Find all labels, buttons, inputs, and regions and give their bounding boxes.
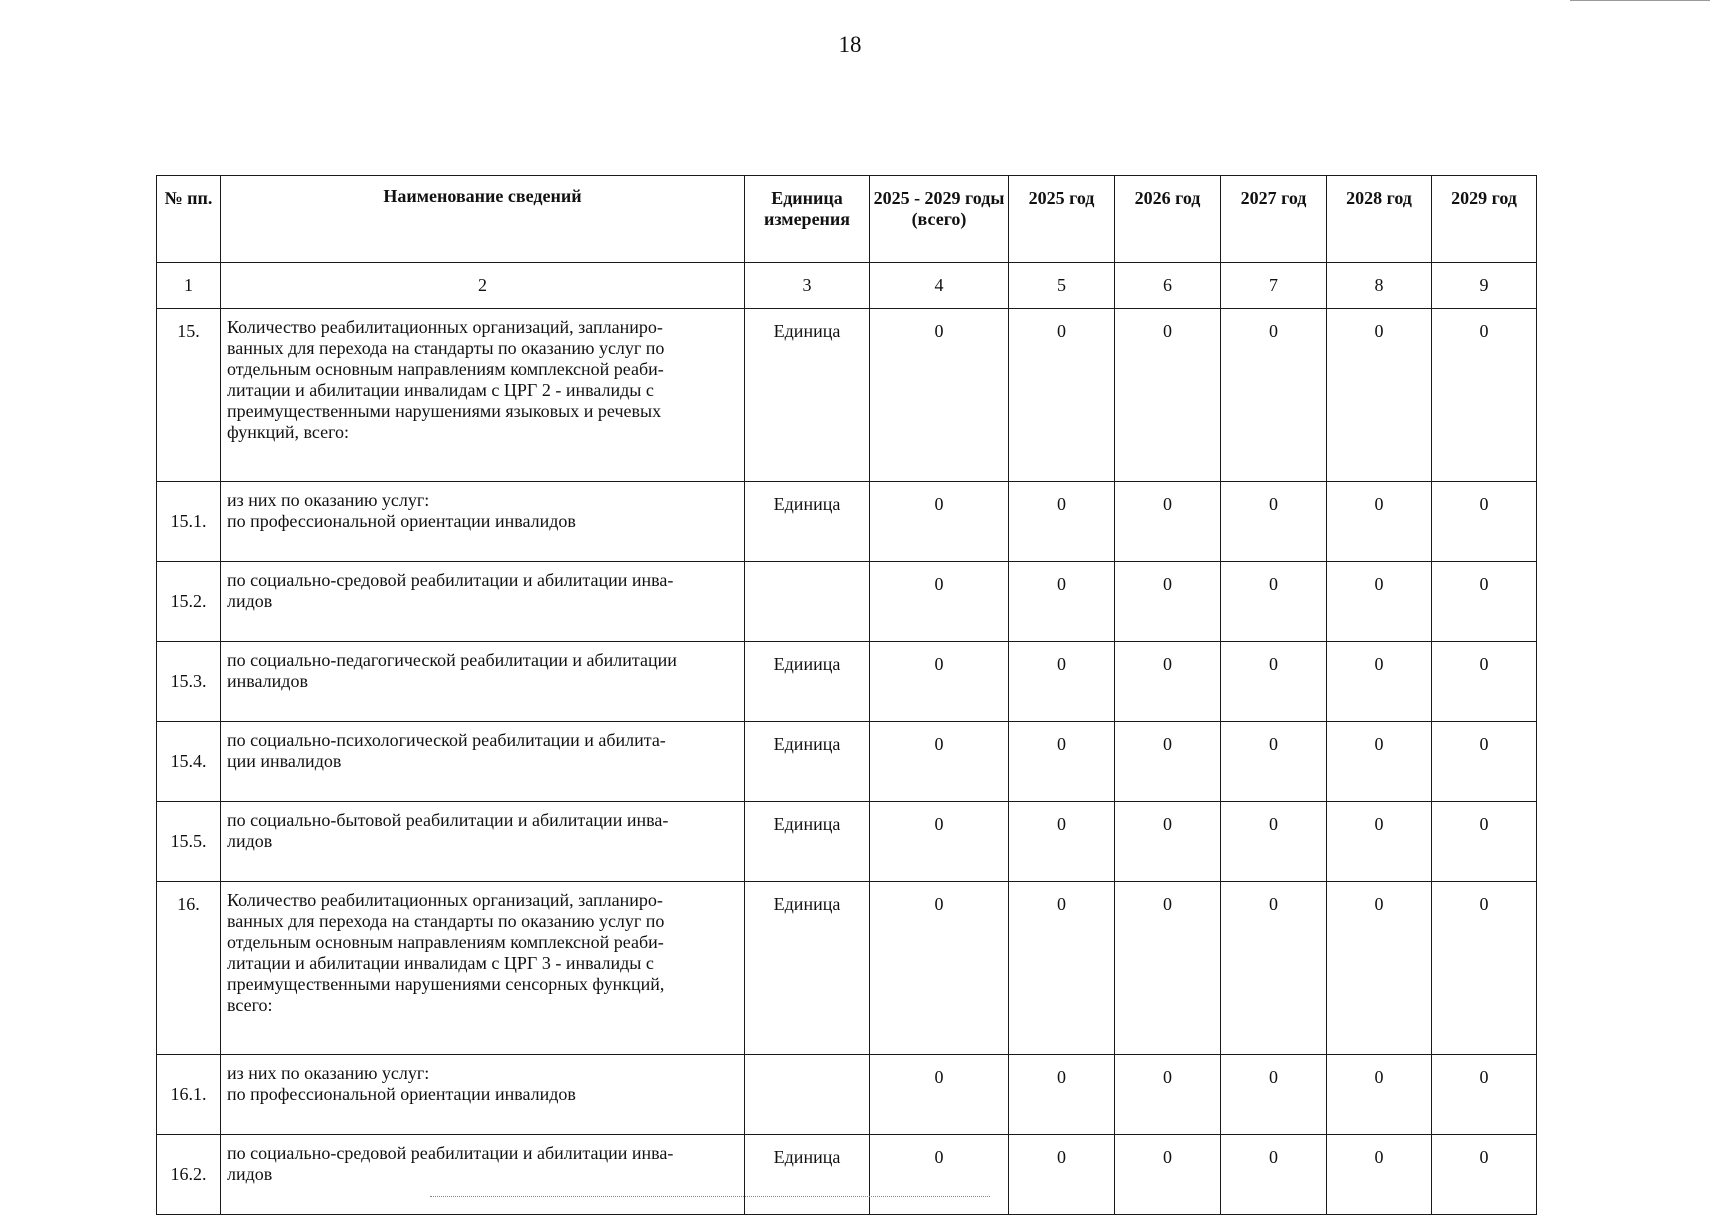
row-name [221, 722, 745, 802]
table-row [157, 882, 1537, 1055]
row-value: 0 [870, 309, 1009, 482]
row-name-line: по профессиональной ориентации инвалидов [227, 511, 576, 531]
row-value: 0 [1432, 802, 1537, 882]
row-name-line: литации и абилитации инвалидам с ЦРГ 3 - инвалиды с [227, 953, 654, 973]
row-value: 0 [1009, 642, 1115, 722]
row-value: 0 [1327, 1055, 1432, 1135]
row-unit: Единица [745, 722, 870, 802]
row-value: 0 [1009, 802, 1115, 882]
column-number: 2 [221, 263, 745, 309]
row-value: 0 [1115, 802, 1221, 882]
table-row [157, 482, 1537, 562]
row-name-line: по социально-средовой реабилитации и абилитации инва- [227, 570, 674, 590]
row-name-line: отдельным основным направлениям комплексной реаби- [227, 932, 664, 952]
row-name [221, 1055, 745, 1135]
row-value: 0 [1221, 1055, 1327, 1135]
row-value: 0 [1115, 1055, 1221, 1135]
header-2029: 2029 год [1432, 176, 1537, 263]
column-number-row [157, 263, 1537, 309]
row-unit: Единица [745, 482, 870, 562]
row-value: 0 [1327, 882, 1432, 1055]
header-unit: Единица измерения [745, 176, 870, 263]
page-number: 18 [838, 32, 862, 57]
header-2026: 2026 год [1115, 176, 1221, 263]
header-2028: 2028 год [1327, 176, 1432, 263]
row-name-line: литации и абилитации инвалидам с ЦРГ 2 - инвалиды с [227, 380, 654, 400]
row-value: 0 [1432, 722, 1537, 802]
row-name [221, 802, 745, 882]
row-name-line: ванных для перехода на стандарты по оказанию услуг по [227, 338, 665, 358]
row-number: 15.1. [157, 482, 221, 562]
row-value: 0 [1327, 642, 1432, 722]
row-name [221, 562, 745, 642]
row-value: 0 [870, 722, 1009, 802]
row-name-line: преимущественными нарушениями языковых и речевых [227, 401, 662, 421]
header-row [157, 176, 1537, 263]
row-name [221, 482, 745, 562]
table-row [157, 1055, 1537, 1135]
column-number: 3 [745, 263, 870, 309]
row-name-line: по социально-педагогической реабилитации и абилитации [227, 650, 677, 670]
row-number: 16.2. [157, 1135, 221, 1215]
row-value: 0 [1432, 482, 1537, 562]
row-unit: Единица [745, 309, 870, 482]
header-2027: 2027 год [1221, 176, 1327, 263]
row-name-line: Количество реабилитационных организаций, запланиро- [227, 890, 663, 910]
row-name-line: по социально-психологической реабилитации и абилита- [227, 730, 666, 750]
column-number: 9 [1432, 263, 1537, 309]
row-value: 0 [1221, 802, 1327, 882]
row-name-line: Количество реабилитационных организаций, запланиро- [227, 317, 663, 337]
row-value: 0 [1221, 642, 1327, 722]
row-name [221, 1135, 745, 1215]
row-value: 0 [1327, 722, 1432, 802]
row-value: 0 [1432, 642, 1537, 722]
table-row [157, 802, 1537, 882]
row-name-line: лидов [227, 831, 273, 851]
row-number: 15.4. [157, 722, 221, 802]
column-number: 7 [1221, 263, 1327, 309]
row-value: 0 [1432, 1135, 1537, 1215]
row-value: 0 [1009, 882, 1115, 1055]
row-value: 0 [1432, 562, 1537, 642]
header-total: 2025 - 2029 годы (всего) [870, 176, 1009, 263]
column-number: 4 [870, 263, 1009, 309]
row-unit: Единица [745, 802, 870, 882]
row-value: 0 [1009, 309, 1115, 482]
row-value: 0 [1221, 722, 1327, 802]
row-value: 0 [1009, 562, 1115, 642]
row-value: 0 [1115, 562, 1221, 642]
row-value: 0 [1115, 309, 1221, 482]
row-value: 0 [1327, 802, 1432, 882]
row-value: 0 [870, 802, 1009, 882]
row-number: 16. [157, 882, 221, 1055]
column-number: 8 [1327, 263, 1432, 309]
row-value: 0 [870, 562, 1009, 642]
row-value: 0 [1115, 642, 1221, 722]
row-value: 0 [1327, 309, 1432, 482]
row-number: 16.1. [157, 1055, 221, 1135]
row-name-line: ции инвалидов [227, 751, 342, 771]
row-value: 0 [1115, 482, 1221, 562]
row-value: 0 [1327, 482, 1432, 562]
row-number: 15.3. [157, 642, 221, 722]
row-name-line: из них по оказанию услуг: [227, 1063, 430, 1083]
row-value: 0 [1432, 1055, 1537, 1135]
row-value: 0 [1115, 1135, 1221, 1215]
row-name-line: ванных для перехода на стандарты по оказанию услуг по [227, 911, 665, 931]
row-unit: Единица [745, 1135, 870, 1215]
row-value: 0 [1115, 722, 1221, 802]
page-edge-line [1570, 0, 1710, 1]
row-number: 15.2. [157, 562, 221, 642]
row-unit [745, 562, 870, 642]
row-value: 0 [1221, 562, 1327, 642]
row-value: 0 [1009, 1055, 1115, 1135]
row-value: 0 [1221, 482, 1327, 562]
table-row [157, 722, 1537, 802]
table-row [157, 642, 1537, 722]
row-name-line: преимущественными нарушениями сенсорных функций, [227, 974, 665, 994]
column-number: 6 [1115, 263, 1221, 309]
row-name-line: всего: [227, 995, 273, 1015]
row-name [221, 642, 745, 722]
row-value: 0 [1221, 309, 1327, 482]
row-name-line: по профессиональной ориентации инвалидов [227, 1084, 576, 1104]
row-value: 0 [1432, 309, 1537, 482]
table-row [157, 562, 1537, 642]
row-name-line: функций, всего: [227, 422, 350, 442]
row-name-line: лидов [227, 1164, 273, 1184]
row-name [221, 882, 745, 1055]
row-unit: Единица [745, 882, 870, 1055]
footer-line [430, 1196, 990, 1199]
row-value: 0 [870, 1135, 1009, 1215]
data-table [156, 175, 1537, 1215]
row-name [221, 309, 745, 482]
table-body [157, 309, 1537, 1215]
table-row [157, 1135, 1537, 1215]
header-num: № пп. [157, 176, 221, 263]
table-row [157, 309, 1537, 482]
row-value: 0 [1327, 1135, 1432, 1215]
row-value: 0 [1432, 882, 1537, 1055]
row-name-line: отдельным основным направлениям комплексной реаби- [227, 359, 664, 379]
row-unit: Едииица [745, 642, 870, 722]
column-number: 5 [1009, 263, 1115, 309]
row-value: 0 [1327, 562, 1432, 642]
row-value: 0 [870, 642, 1009, 722]
row-value: 0 [1009, 722, 1115, 802]
row-value: 0 [1115, 882, 1221, 1055]
column-number: 1 [157, 263, 221, 309]
row-value: 0 [870, 482, 1009, 562]
row-name-line: по социально-бытовой реабилитации и абилитации инва- [227, 810, 669, 830]
row-value: 0 [1221, 1135, 1327, 1215]
row-value: 0 [1009, 482, 1115, 562]
header-name: Наименование сведений [221, 176, 745, 263]
row-value: 0 [1009, 1135, 1115, 1215]
row-value: 0 [870, 882, 1009, 1055]
row-name-line: лидов [227, 591, 273, 611]
row-number: 15. [157, 309, 221, 482]
row-value: 0 [1221, 882, 1327, 1055]
row-unit [745, 1055, 870, 1135]
header-2025: 2025 год [1009, 176, 1115, 263]
row-number: 15.5. [157, 802, 221, 882]
row-name-line: по социально-средовой реабилитации и абилитации инва- [227, 1143, 674, 1163]
row-name-line: из них по оказанию услуг: [227, 490, 430, 510]
row-name-line: инвалидов [227, 671, 308, 691]
row-value: 0 [870, 1055, 1009, 1135]
